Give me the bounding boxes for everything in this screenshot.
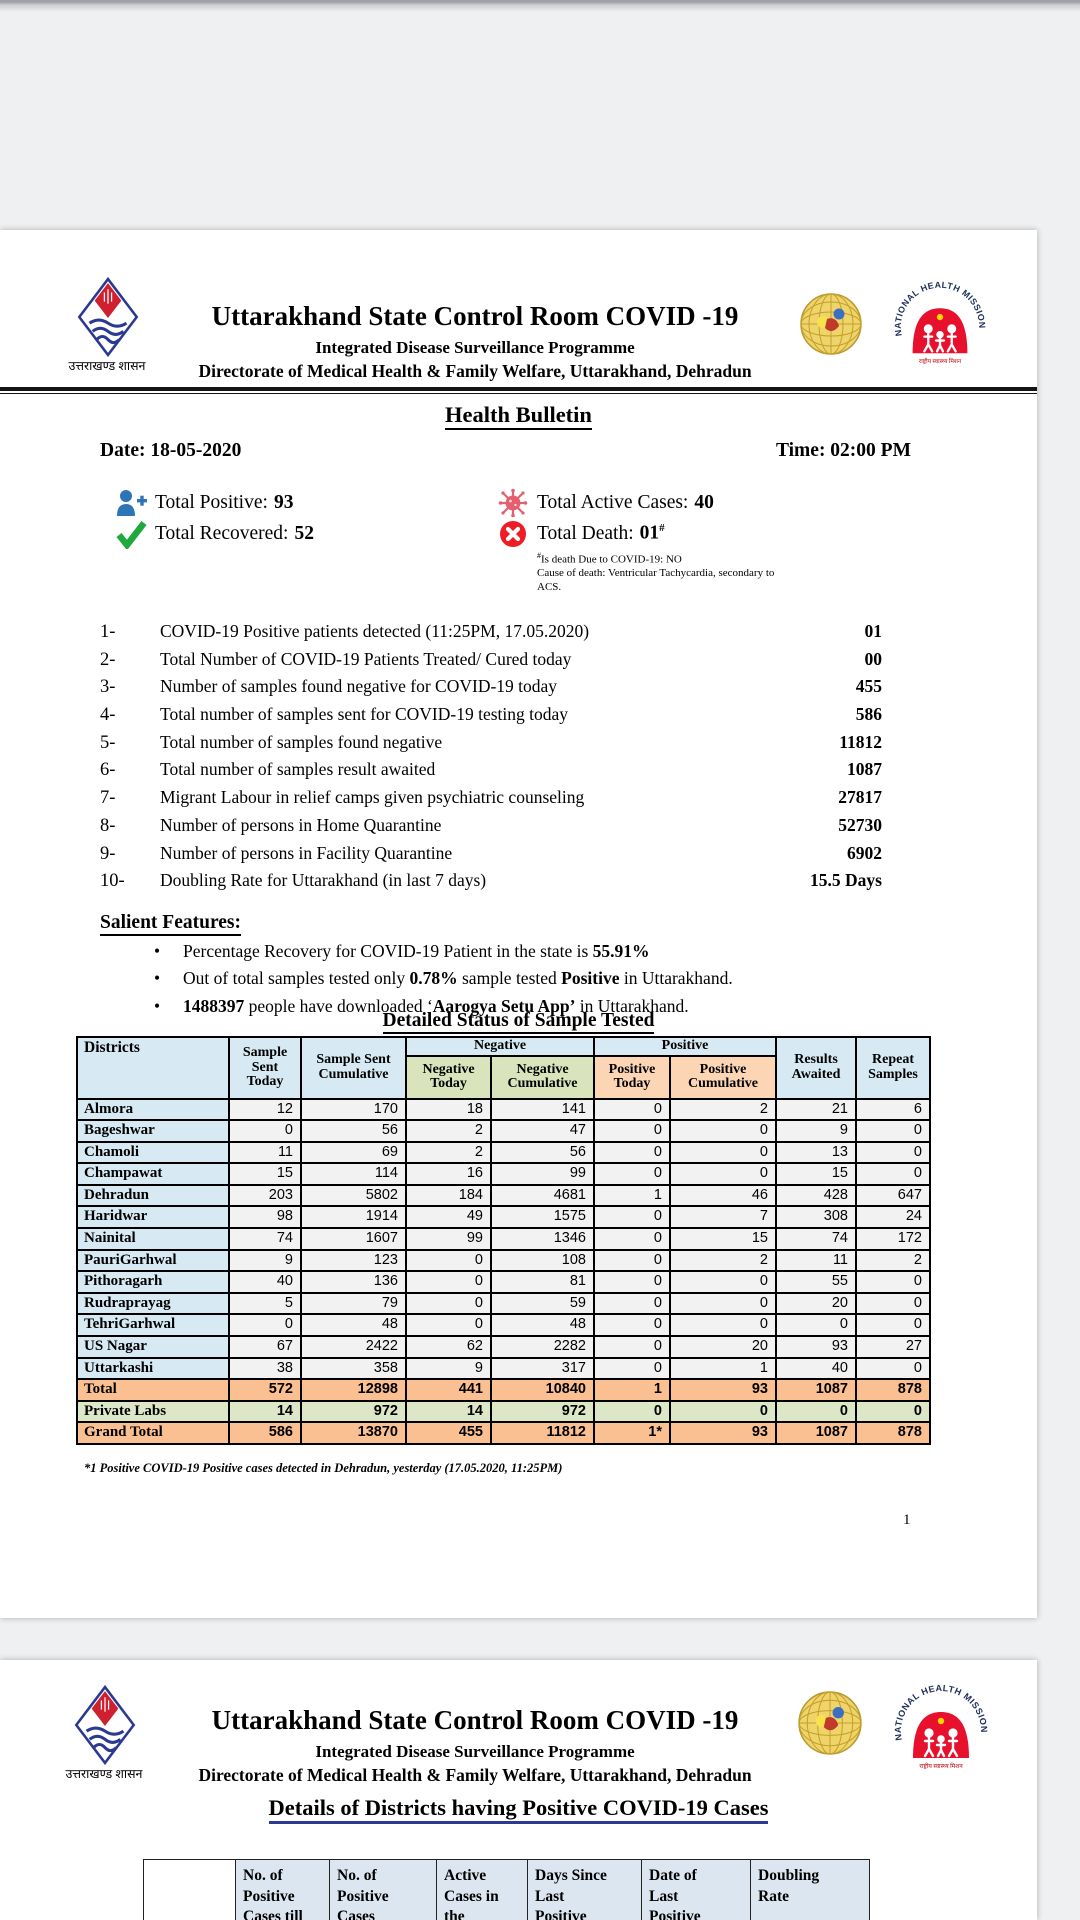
- top-shadow-strip: [0, 0, 1080, 12]
- column-header: [144, 1860, 236, 1920]
- column-header: Days Since Last Positive: [528, 1860, 642, 1920]
- bulletin-title: Health Bulletin: [0, 402, 1037, 428]
- col-header-repeat-samples: Repeat Samples: [856, 1037, 930, 1099]
- total-active-value: 40: [694, 491, 714, 513]
- col-header-sample-today: Sample Sent Today: [229, 1037, 301, 1099]
- table-row: Rudraprayag 5 79 0 59 0 0 20 0: [77, 1293, 930, 1315]
- svg-text:राष्ट्रीय स्वास्थ्य मिशन: राष्ट्रीय स्वास्थ्य मिशन: [919, 1764, 963, 1770]
- document-page-1: [0, 230, 1037, 1618]
- column-header: No. of Positive Cases: [330, 1860, 437, 1920]
- uttarakhand-government-logo-icon: [77, 277, 139, 357]
- bullet-positivity: • Out of total samples tested only 0.78% sample tested Positive in Uttarakhand.: [154, 968, 733, 989]
- col-header-results-awaited: Results Awaited: [776, 1037, 856, 1099]
- list-item: 7- Migrant Labour in relief camps given psychiatric counseling 27817: [100, 787, 882, 809]
- col-header-positive-today: Positive Today: [594, 1056, 670, 1099]
- total-recovered-stat: [113, 518, 314, 549]
- table-row: Pithoragarh 40 136 0 81 0 0 55 0: [77, 1271, 930, 1293]
- table-row: Nainital 74 1607 99 1346 0 15 74 172: [77, 1228, 930, 1250]
- subtitle-directorate: Directorate of Medical Health & Family Welfare, Uttarakhand, Dehradun: [198, 361, 752, 381]
- table-row: Total 572 12898 441 10840 1 93 1087 878: [77, 1379, 930, 1401]
- date-time-row: [100, 440, 911, 462]
- document-page-2: [0, 1660, 1037, 1920]
- total-death-stat: [495, 518, 807, 549]
- list-item: 10- Doubling Rate for Uttarakhand (in last 7 days) 15.5 Days: [100, 870, 882, 892]
- page-title: Uttarakhand State Control Room COVID -19: [211, 1705, 739, 1735]
- green-check-icon: [113, 519, 149, 549]
- stats-left-column: [113, 487, 314, 549]
- positive-districts-table: [143, 1859, 870, 1920]
- sample-table-title: Detailed Status of Sample Tested: [0, 1010, 1037, 1032]
- list-item: 1- COVID-19 Positive patients detected (11:25PM, 17.05.2020) 01: [100, 621, 882, 642]
- death-footnote: #Is death Due to COVID-19: NO Cause of death: Ventricular Tachycardia, secondary to ACS.: [537, 551, 775, 593]
- list-item: 9- Number of persons in Facility Quarantine 6902: [100, 842, 882, 864]
- total-positive-label: Total Positive:: [155, 491, 268, 513]
- column-header: Doubling Rate: [751, 1860, 870, 1920]
- subtitle-programme: Integrated Disease Surveillance Programme: [315, 1742, 635, 1761]
- list-item: 5- Total number of samples found negative 11812: [100, 731, 882, 753]
- idsp-globe-logo-icon: [799, 292, 863, 356]
- table-row: TehriGarhwal 0 48 0 48 0 0 0 0: [77, 1314, 930, 1336]
- col-header-sample-cumulative: Sample Sent Cumulative: [301, 1037, 406, 1099]
- column-header: Active Cases in the: [437, 1860, 528, 1920]
- districts-table-header-row: [144, 1860, 870, 1920]
- gov-logo-caption: उत्तराखण्ड शासन: [68, 359, 146, 373]
- svg-text:NATIONAL HEALTH MISSION: NATIONAL HEALTH MISSION: [892, 1683, 990, 1742]
- col-header-districts: Districts: [77, 1037, 229, 1099]
- list-item: 8- Number of persons in Home Quarantine 52730: [100, 814, 882, 836]
- nhm-logo-icon: [891, 275, 989, 365]
- table-row: Grand Total 586 13870 455 11812 1* 93 1087 878: [77, 1422, 930, 1444]
- total-death-label: Total Death:: [537, 522, 634, 544]
- salient-features-heading: Salient Features:: [100, 912, 241, 934]
- table-row: PauriGarhwal 9 123 0 108 0 2 11 2: [77, 1250, 930, 1272]
- table-row: US Nagar 67 2422 62 2282 0 20 93 27: [77, 1336, 930, 1358]
- total-active-stat: [495, 487, 807, 518]
- table-row: Chamoli 11 69 2 56 0 0 13 0: [77, 1142, 930, 1164]
- time-label: Time: 02:00 PM: [775, 440, 911, 461]
- salient-bullet-list: [154, 938, 834, 1020]
- sample-status-table: [76, 1036, 931, 1445]
- svg-text:NATIONAL HEALTH MISSION: NATIONAL HEALTH MISSION: [892, 279, 988, 337]
- total-death-value: 01#: [639, 522, 665, 544]
- districts-section-title: Details of Districts having Positive COVID-19 Cases: [0, 1795, 1037, 1821]
- subtitle-programme: Integrated Disease Surveillance Programme: [315, 338, 635, 357]
- subtitle-directorate: Directorate of Medical Health & Family Welfare, Uttarakhand, Dehradun: [198, 1765, 752, 1785]
- table-row: Bageshwar 0 56 2 47 0 0 9 0: [77, 1120, 930, 1142]
- table-footnote: *1 Positive COVID-19 Positive cases detected in Dehradun, yesterday (17.05.2020, 11:25PM): [84, 1461, 563, 1475]
- total-active-label: Total Active Cases:: [537, 491, 689, 513]
- table-row: Dehradun 203 5802 184 4681 1 46 428 647: [77, 1185, 930, 1207]
- bullet-recovery: • Percentage Recovery for COVID-19 Patient in the state is 55.91%: [154, 941, 650, 961]
- person-plus-icon: [113, 488, 149, 518]
- col-header-negative-cumulative: Negative Cumulative: [491, 1056, 594, 1099]
- total-recovered-value: 52: [294, 522, 314, 544]
- total-recovered-label: Total Recovered:: [155, 522, 289, 544]
- date-label: Date: 18-05-2020: [100, 440, 242, 461]
- page-number: 1: [903, 1512, 911, 1528]
- table-row: Haridwar 98 1914 49 1575 0 7 308 24: [77, 1206, 930, 1228]
- list-item: 2- Total Number of COVID-19 Patients Treated/ Cured today 00: [100, 648, 882, 670]
- document-header: [140, 300, 810, 382]
- col-header-negative-today: Negative Today: [406, 1056, 491, 1099]
- virus-icon: [495, 488, 531, 518]
- total-positive-value: 93: [273, 491, 294, 513]
- nhm-logo-icon: [891, 1678, 991, 1770]
- total-positive-stat: [113, 487, 314, 518]
- table-row: Almora 12 170 18 141 0 2 21 6: [77, 1099, 930, 1121]
- list-item: 4- Total number of samples sent for COVID-19 testing today 586: [100, 704, 882, 726]
- col-header-positive-cumulative: Positive Cumulative: [670, 1056, 776, 1099]
- document-header: [140, 1704, 810, 1786]
- col-group-negative: Negative: [406, 1037, 594, 1056]
- table-row: Champawat 15 114 16 99 0 0 15 0: [77, 1163, 930, 1185]
- list-item: 3- Number of samples found negative for COVID-19 today 455: [100, 676, 882, 698]
- table-row: Uttarkashi 38 358 9 317 0 1 40 0: [77, 1358, 930, 1380]
- header-divider: [0, 387, 1037, 394]
- gov-logo-caption: उत्तराखण्ड शासन: [65, 1767, 143, 1781]
- column-header: No. of Positive Cases till: [236, 1860, 330, 1920]
- stats-right-column: [495, 487, 807, 594]
- list-item: 6- Total number of samples result awaited 1087: [100, 759, 882, 781]
- column-header: Date of Last Positive: [642, 1860, 751, 1920]
- sample-table-body: [77, 1099, 930, 1445]
- numbered-list: [100, 621, 882, 898]
- red-cross-circle-icon: [495, 520, 531, 548]
- idsp-globe-logo-icon: [797, 1690, 863, 1756]
- uttarakhand-government-logo-icon: [74, 1685, 136, 1765]
- col-group-positive: Positive: [594, 1037, 776, 1056]
- bullet-aarogya-setu: • 1488397 people have downloaded ‘Aarogya Setu App’ in Uttarakhand.: [154, 995, 689, 1016]
- svg-text:राष्ट्रीय स्वास्थ्य मिशन: राष्ट्रीय स्वास्थ्य मिशन: [918, 359, 962, 365]
- page-title: Uttarakhand State Control Room COVID -19: [211, 301, 739, 331]
- table-row: Private Labs 14 972 14 972 0 0 0 0: [77, 1401, 930, 1423]
